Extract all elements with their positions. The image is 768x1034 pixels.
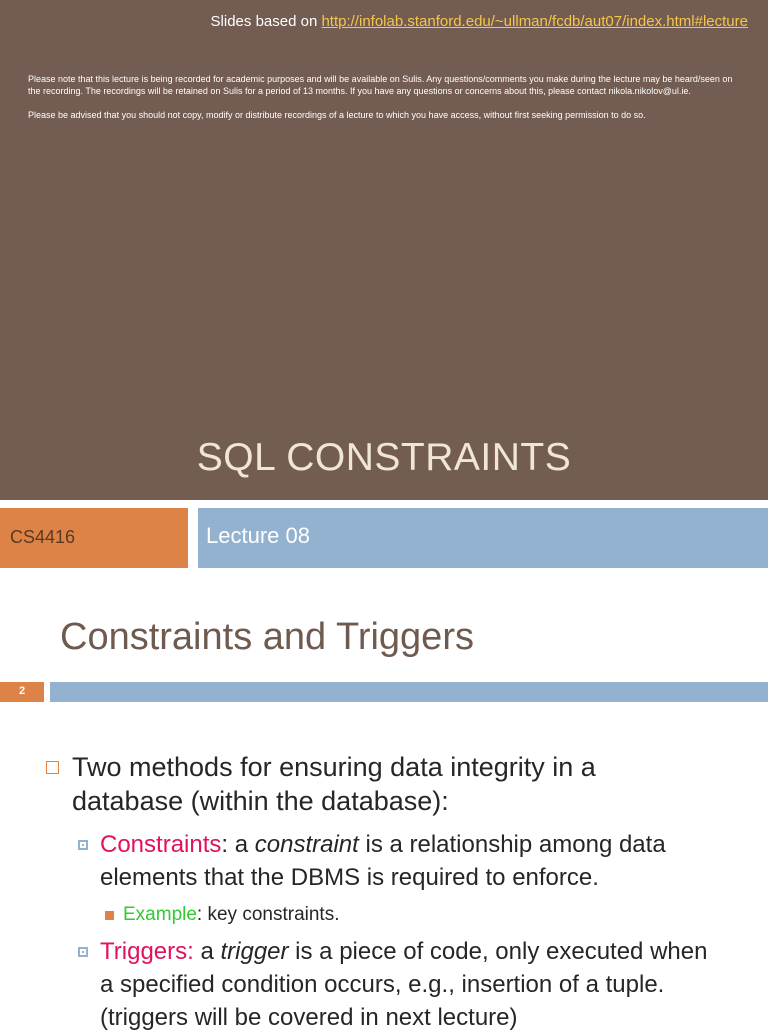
copyright-notice-paragraph: Please be advised that you should not copy, modify or distribute recordings of a lecture to which you have access, without first seeking permission to do so. — [28, 110, 646, 120]
filled-square-bullet-icon — [105, 911, 114, 920]
divider-bar — [50, 682, 768, 702]
slide-number-box — [0, 682, 44, 702]
example-rest: : key constraints. — [196, 904, 340, 925]
square-bullet-icon — [78, 840, 88, 850]
course-code: CS4416 — [10, 527, 76, 547]
constraint-emphasis: constraint — [254, 831, 359, 858]
triggers-rest: is a piece of code, only executed when a specified condition occurs, e.g., insertion of a tuple. (triggers will be covered in next lecture) — [100, 938, 708, 1031]
term-constraints: Constraints — [100, 831, 222, 858]
slides-based-note — [211, 13, 748, 30]
bullet-text — [123, 902, 339, 928]
lecture-box — [198, 508, 768, 568]
trigger-emphasis: trigger — [220, 938, 289, 965]
slide-title: SQL CONSTRAINTS — [196, 436, 572, 479]
constraints-prefix: : a — [221, 831, 255, 858]
lecture-label: Lecture 08 — [206, 523, 310, 548]
title-panel — [0, 0, 768, 500]
square-bullet-icon — [46, 761, 59, 774]
square-bullet-icon — [78, 947, 88, 957]
constraints-rest: is a relationship among data elements that the DBMS is required to enforce. — [100, 831, 666, 891]
triggers-prefix: a — [193, 938, 221, 965]
recording-notice — [28, 73, 740, 133]
content-slide — [0, 578, 768, 1031]
slide-number: 2 — [18, 685, 26, 697]
bullet-text — [100, 935, 720, 1034]
recording-notice-paragraph: Please note that this lecture is being recorded for academic purposes and will be available on Sulis. Any questions/comments you make during the lecture may be heard/seen on the recording. The recordings will be retained on Sulis for a period of 13 months. If you have any questions or concerns about this, please contact nikola.nikolov@ul.ie. — [28, 74, 733, 96]
course-code-box — [0, 508, 188, 568]
term-example: Example — [123, 904, 197, 925]
slide-heading: Constraints and Triggers — [60, 616, 474, 658]
slides-based-prefix: Slides based on — [210, 13, 318, 30]
term-triggers: Triggers: — [100, 938, 194, 965]
source-link[interactable]: http://infolab.stanford.edu/~ullman/fcdb/aut07/index.html#lecture — [321, 13, 748, 30]
bullet-text — [100, 828, 720, 894]
bullet-text: Two methods for ensuring data integrity in a database (within the database): — [72, 752, 596, 816]
